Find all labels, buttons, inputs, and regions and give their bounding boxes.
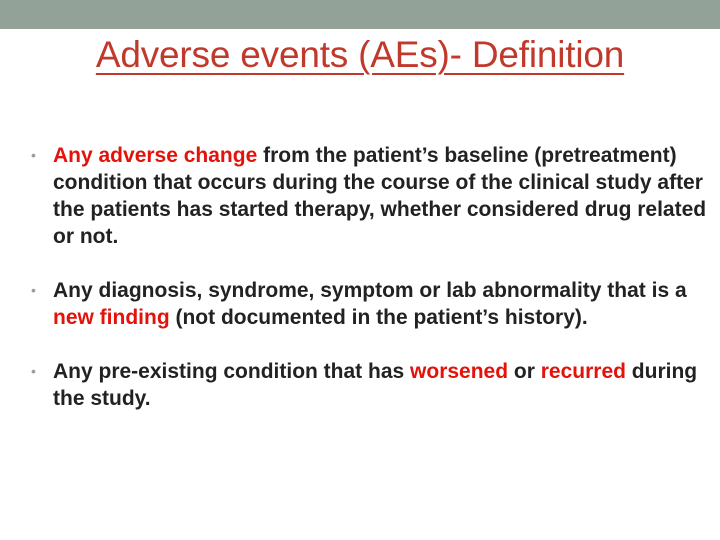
bullet-dot-icon: • xyxy=(31,363,36,379)
body-text: Any diagnosis, syndrome, symptom or lab abnormality that is a xyxy=(53,279,687,302)
highlight-text: new finding xyxy=(53,306,170,329)
highlight-text: Any adverse change xyxy=(53,144,258,167)
highlight-text: recurred xyxy=(540,360,626,383)
body-text: from the patient’s baseline (pretreatment) condition that occurs during the course of the clinical study after the patients has started therapy, whether considered drug related or not. xyxy=(53,144,707,248)
bullet-item-baseline-change xyxy=(31,142,711,250)
highlight-text: worsened xyxy=(410,360,509,383)
body-text: or xyxy=(508,360,541,383)
bullet-item-worsened-condition xyxy=(31,358,711,412)
body-text: (not documented in the patient’s history). xyxy=(169,306,588,329)
body-text: Any pre-existing condition that has xyxy=(53,360,411,383)
body-text: during the study. xyxy=(53,360,698,410)
bullet-dot-icon: • xyxy=(31,147,36,163)
slide-title: Adverse events (AEs)- Definition xyxy=(95,34,625,75)
bullet-list xyxy=(31,142,711,439)
top-accent-bar xyxy=(0,0,720,29)
bullet-item-new-finding xyxy=(31,277,711,331)
bullet-dot-icon: • xyxy=(31,282,36,298)
